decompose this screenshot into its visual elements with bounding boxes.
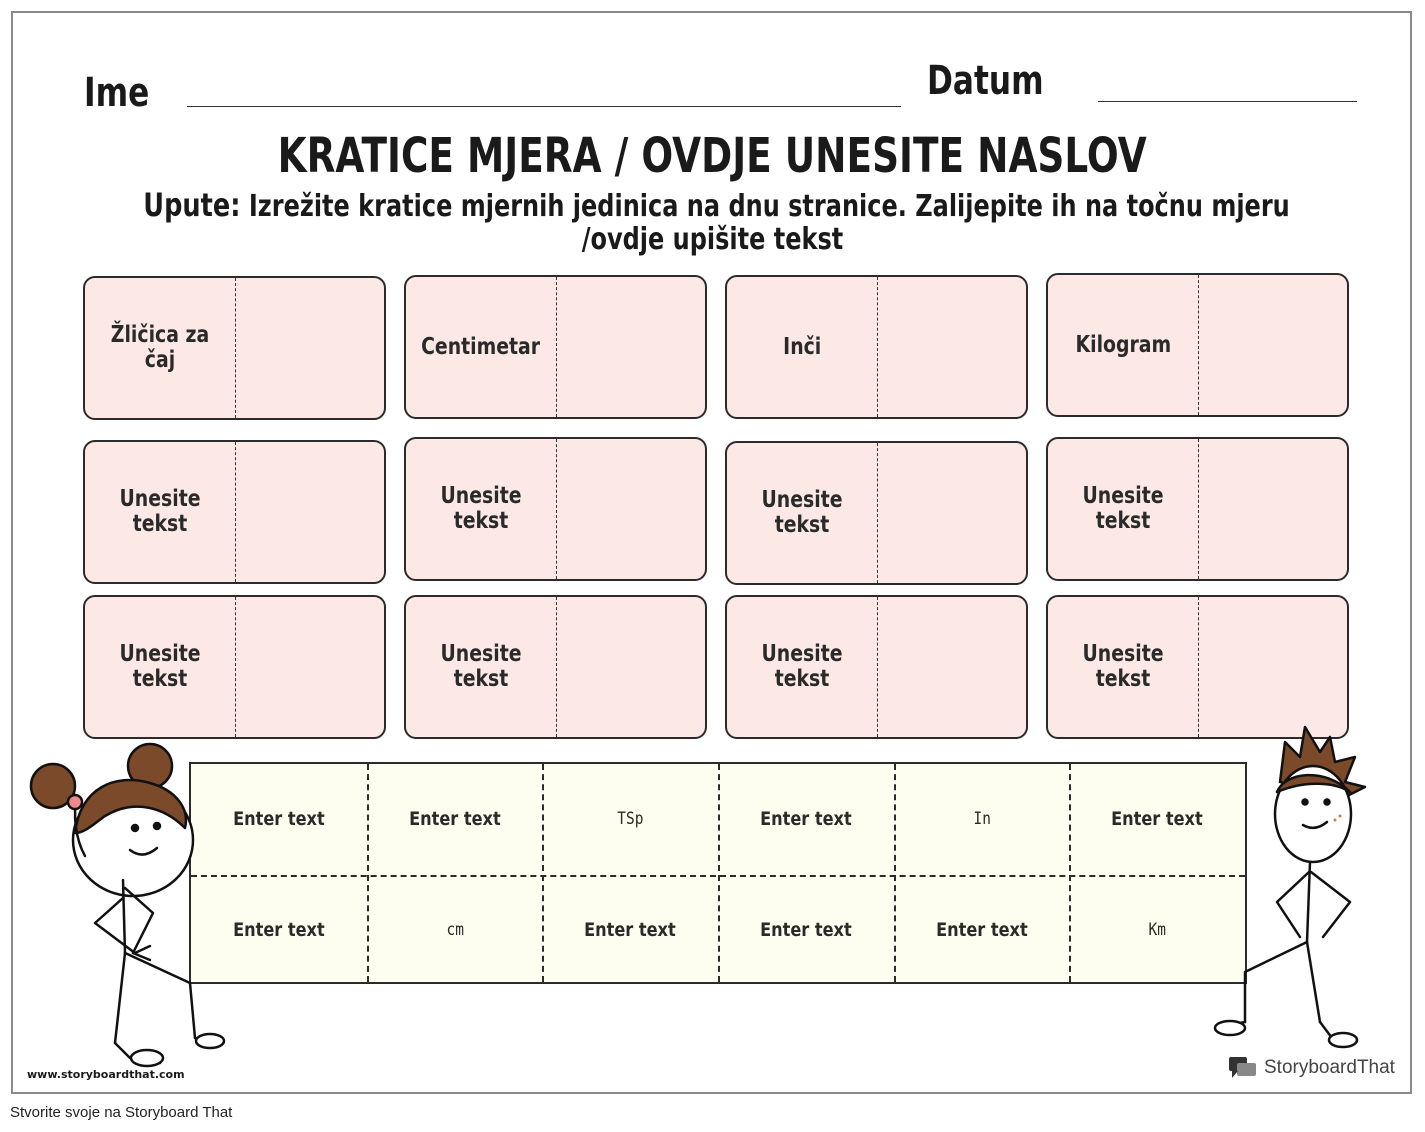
measure-card-label [727, 277, 877, 417]
cutout-cell-text: Enter text [760, 808, 852, 830]
card-dashed-divider [877, 277, 878, 417]
cutout-cell-text: TSp [616, 809, 644, 829]
measure-card[interactable] [404, 437, 707, 581]
measure-card[interactable] [1046, 273, 1349, 417]
card-dashed-divider [556, 439, 557, 579]
name-line[interactable] [187, 106, 901, 107]
instructions-line-2 [0, 222, 1425, 257]
measure-card-label [85, 597, 235, 737]
cutout-cell[interactable] [718, 875, 894, 985]
measure-card-label [727, 597, 877, 737]
name-label-text: Ime [84, 70, 150, 116]
measure-card-text: Unesite tekst [1082, 483, 1164, 534]
date-line[interactable] [1098, 101, 1357, 102]
brand-name: StoryboardThat [1264, 1057, 1395, 1078]
measure-card-text: Unesite tekst [119, 641, 201, 692]
page-title [0, 128, 1425, 184]
instructions-text-2: /ovdje upišite tekst [581, 222, 844, 257]
measure-card-text: Unesite tekst [761, 487, 843, 538]
boy-illustration [1205, 722, 1375, 1052]
cutout-cell-text: Enter text [584, 919, 676, 941]
speech-bubble-icon [1228, 1056, 1258, 1080]
measure-card-label [85, 278, 235, 418]
card-dashed-divider [235, 278, 236, 418]
storyboardthat-logo[interactable] [1228, 1056, 1395, 1080]
measure-card-label [406, 597, 556, 737]
measure-card[interactable] [404, 595, 707, 739]
measure-card-text: Žličica za čaj [110, 322, 210, 373]
instructions-line-1 [0, 186, 1425, 224]
cutout-cell[interactable] [894, 764, 1070, 874]
measure-card-text: Unesite tekst [1082, 641, 1164, 692]
measure-card-text: Unesite tekst [440, 641, 522, 692]
measure-card-text: Unesite tekst [761, 641, 843, 692]
cutout-cell[interactable] [894, 875, 1070, 985]
cutout-cell-text: Enter text [233, 808, 325, 830]
measure-card-label [1048, 439, 1198, 579]
measure-card-text: Kilogram [1075, 331, 1171, 358]
cutout-cell[interactable] [367, 875, 543, 985]
measure-card-text: Inči [782, 333, 822, 360]
measure-card-text: Unesite tekst [440, 483, 522, 534]
measure-card[interactable] [725, 595, 1028, 739]
measure-card[interactable] [725, 441, 1028, 585]
credit-text: Stvorite svoje na Storyboard That [10, 1104, 233, 1121]
cutout-strip [189, 762, 1247, 984]
card-dashed-divider [556, 597, 557, 737]
card-dashed-divider [556, 277, 557, 417]
cutout-cell-text: Enter text [409, 808, 501, 830]
cutout-cell-text: Enter text [760, 919, 852, 941]
card-dashed-divider [235, 597, 236, 737]
cutout-cell-text: cm [446, 920, 464, 940]
measure-card-text: Unesite tekst [119, 486, 201, 537]
measure-card-text: Centimetar [421, 333, 541, 360]
measure-card[interactable] [1046, 595, 1349, 739]
card-dashed-divider [235, 442, 236, 582]
card-dashed-divider [1198, 597, 1199, 737]
website-url[interactable]: www.storyboardthat.com [27, 1068, 185, 1081]
measure-card[interactable] [404, 275, 707, 419]
instructions-text-1: Izrežite kratice mjernih jedinica na dnu stranice. Zalijepite ih na točnu mjeru [248, 189, 1290, 224]
cutout-cell-text: Enter text [1111, 808, 1203, 830]
cutout-cell-text: Enter text [936, 919, 1028, 941]
cutout-cell-text: In [973, 809, 991, 829]
cutout-cell[interactable] [367, 764, 543, 874]
cutout-cell[interactable] [542, 875, 718, 985]
cutout-cell-text: Km [1148, 920, 1166, 940]
name-label [84, 70, 168, 116]
measure-card[interactable] [83, 276, 386, 420]
measure-card-label [85, 442, 235, 582]
measure-card-label [406, 277, 556, 417]
measure-card[interactable] [83, 595, 386, 739]
measure-card[interactable] [725, 275, 1028, 419]
date-label [927, 58, 1076, 104]
cutout-cell-text: Enter text [233, 919, 325, 941]
page-title-text: KRATICE MJERA / OVDJE UNESITE NASLOV [277, 128, 1148, 184]
card-dashed-divider [877, 443, 878, 583]
measure-card-label [1048, 275, 1198, 415]
measure-card[interactable] [1046, 437, 1349, 581]
measure-card-label [727, 443, 877, 583]
measure-card-label [1048, 597, 1198, 737]
card-dashed-divider [1198, 275, 1199, 415]
card-dashed-divider [877, 597, 878, 737]
cutout-cell[interactable] [718, 764, 894, 874]
girl-illustration [25, 738, 235, 1073]
cutout-cell[interactable] [542, 764, 718, 874]
instructions-lead: Upute: [143, 186, 241, 224]
measure-card[interactable] [83, 440, 386, 584]
card-dashed-divider [1198, 439, 1199, 579]
measure-card-label [406, 439, 556, 579]
date-label-text: Datum [927, 58, 1044, 104]
